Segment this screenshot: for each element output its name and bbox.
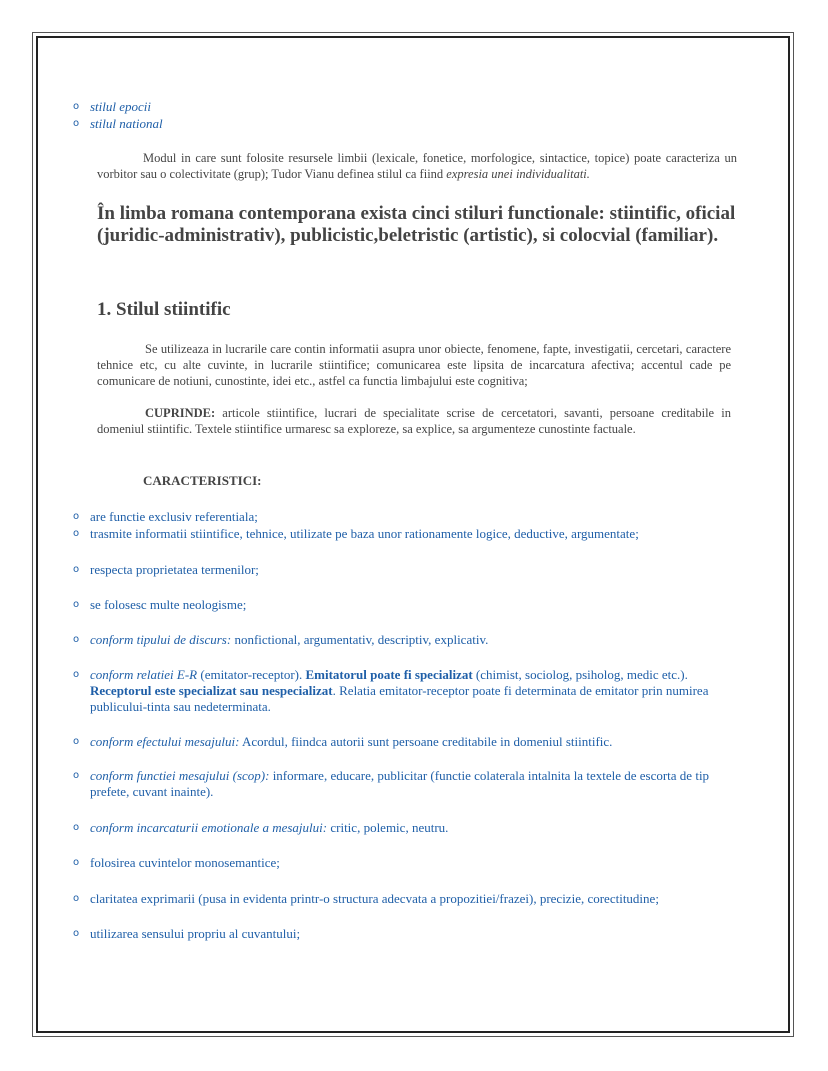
list-item-text: (emitator-receptor).: [197, 667, 306, 682]
list-item-text: . Relatia emitator-receptor poate fi determinata de emitator prin numirea publicului-tinta sau nedeterminata.: [90, 683, 709, 714]
bullet-circle-icon: o: [73, 857, 80, 868]
list-item-text: informare, educare, publicitar (functie colaterala intalnita la textele de escorta de tip prefete, cuvant inainte).: [90, 768, 710, 799]
intro-text: Modul in care sunt folosite resursele limbii (lexicale, fonetice, morfologice, sintactice, topice) poate caracteriza un vorbitor sau o colectivitate (grup); Tudor Vianu definea stilul ca fiind: [97, 151, 737, 181]
list-item-label: conform functiei mesajului (scop):: [90, 768, 270, 783]
list-item-text: Acordul, fiindca autorii sunt persoane creditabile in domeniul stiintific.: [239, 734, 613, 749]
cuprinde-label: CUPRINDE:: [145, 406, 216, 420]
list-item-label: conform efectului mesajului:: [90, 734, 240, 749]
list-item-text: claritatea exprimarii (pusa in evidenta printr-o structura adecvata a propozitiei/frazei), precizie, corectitudine;: [90, 891, 659, 906]
list-item-text: nonfictional, argumentativ, descriptiv, explicativ.: [231, 632, 489, 647]
bullet-circle-icon: o: [73, 528, 80, 539]
bullet-circle-icon: o: [73, 564, 80, 575]
list-item-text: stilul national: [90, 116, 163, 131]
section-paragraph: Se utilizeaza in lucrarile care contin informatii asupra unor obiecte, fenomene, fapte, investigatii, cercetari, caractere tehnice etc, cu alte cuvinte, in lucrarile stiintifice; comunicarea este lipsita de incarcatura afectiva; accentul cade pe comunicare de notiuni, cunostinte, idei etc., astfel ca functia limbajului este cognitiva;: [97, 342, 731, 388]
list-item-bold: Emitatorul poate fi specializat: [305, 667, 473, 682]
list-item-text: folosirea cuvintelor monosemantice;: [90, 855, 280, 870]
list-item-label: conform incarcaturii emotionale a mesajului:: [90, 820, 328, 835]
bullet-circle-icon: o: [73, 736, 80, 747]
list-item-text: trasmite informatii stiintifice, tehnice, utilizate pe baza unor rationamente logice, deductive, argumentate;: [90, 526, 639, 541]
bullet-circle-icon: o: [73, 118, 80, 129]
main-heading: În limba romana contemporana exista cinci stiluri functionale: stiintific, oficial (juridic-administrativ), publicistic,beletristic (artistic), si colocvial (familiar).: [97, 203, 736, 246]
list-item-label: conform tipului de discurs:: [90, 632, 232, 647]
bullet-circle-icon: o: [73, 511, 80, 522]
bullet-circle-icon: o: [73, 599, 80, 610]
bullet-circle-icon: o: [73, 770, 80, 781]
list-item-bold: Receptorul este specializat sau nespecializat: [90, 683, 333, 698]
bullet-circle-icon: o: [73, 669, 80, 680]
cuprinde-text: articole stiintifice, lucrari de specialitate scrise de cercetatori, savanti, persoane creditabile in domeniul stiintific. Textele stiintifice urmaresc sa exploreze, sa explice, sa argumenteze cunostinte factuale.: [97, 406, 731, 436]
list-item-label: conform relatiei E-R: [90, 667, 198, 682]
list-item-text: are functie exclusiv referentiala;: [90, 509, 258, 524]
section-title: 1. Stilul stiintific: [97, 299, 231, 320]
list-item-text: critic, polemic, neutru.: [327, 820, 449, 835]
list-item-text: respecta proprietatea termenilor;: [90, 562, 259, 577]
list-item-text: utilizarea sensului propriu al cuvantului;: [90, 926, 301, 941]
bullet-circle-icon: o: [73, 822, 80, 833]
intro-paragraph: [97, 150, 737, 182]
caracteristici-heading: CARACTERISTICI:: [143, 473, 262, 488]
bullet-circle-icon: o: [73, 893, 80, 904]
bullet-circle-icon: o: [73, 928, 80, 939]
list-item-text: se folosesc multe neologisme;: [90, 597, 247, 612]
bullet-circle-icon: o: [73, 101, 80, 112]
cuprinde-paragraph: [97, 405, 731, 437]
list-item-text: (chimist, sociolog, psiholog, medic etc.).: [472, 667, 688, 682]
intro-emphasis: expresia unei individualitati.: [446, 167, 590, 181]
bullet-circle-icon: o: [73, 634, 80, 645]
list-item-text: stilul epocii: [90, 99, 152, 114]
